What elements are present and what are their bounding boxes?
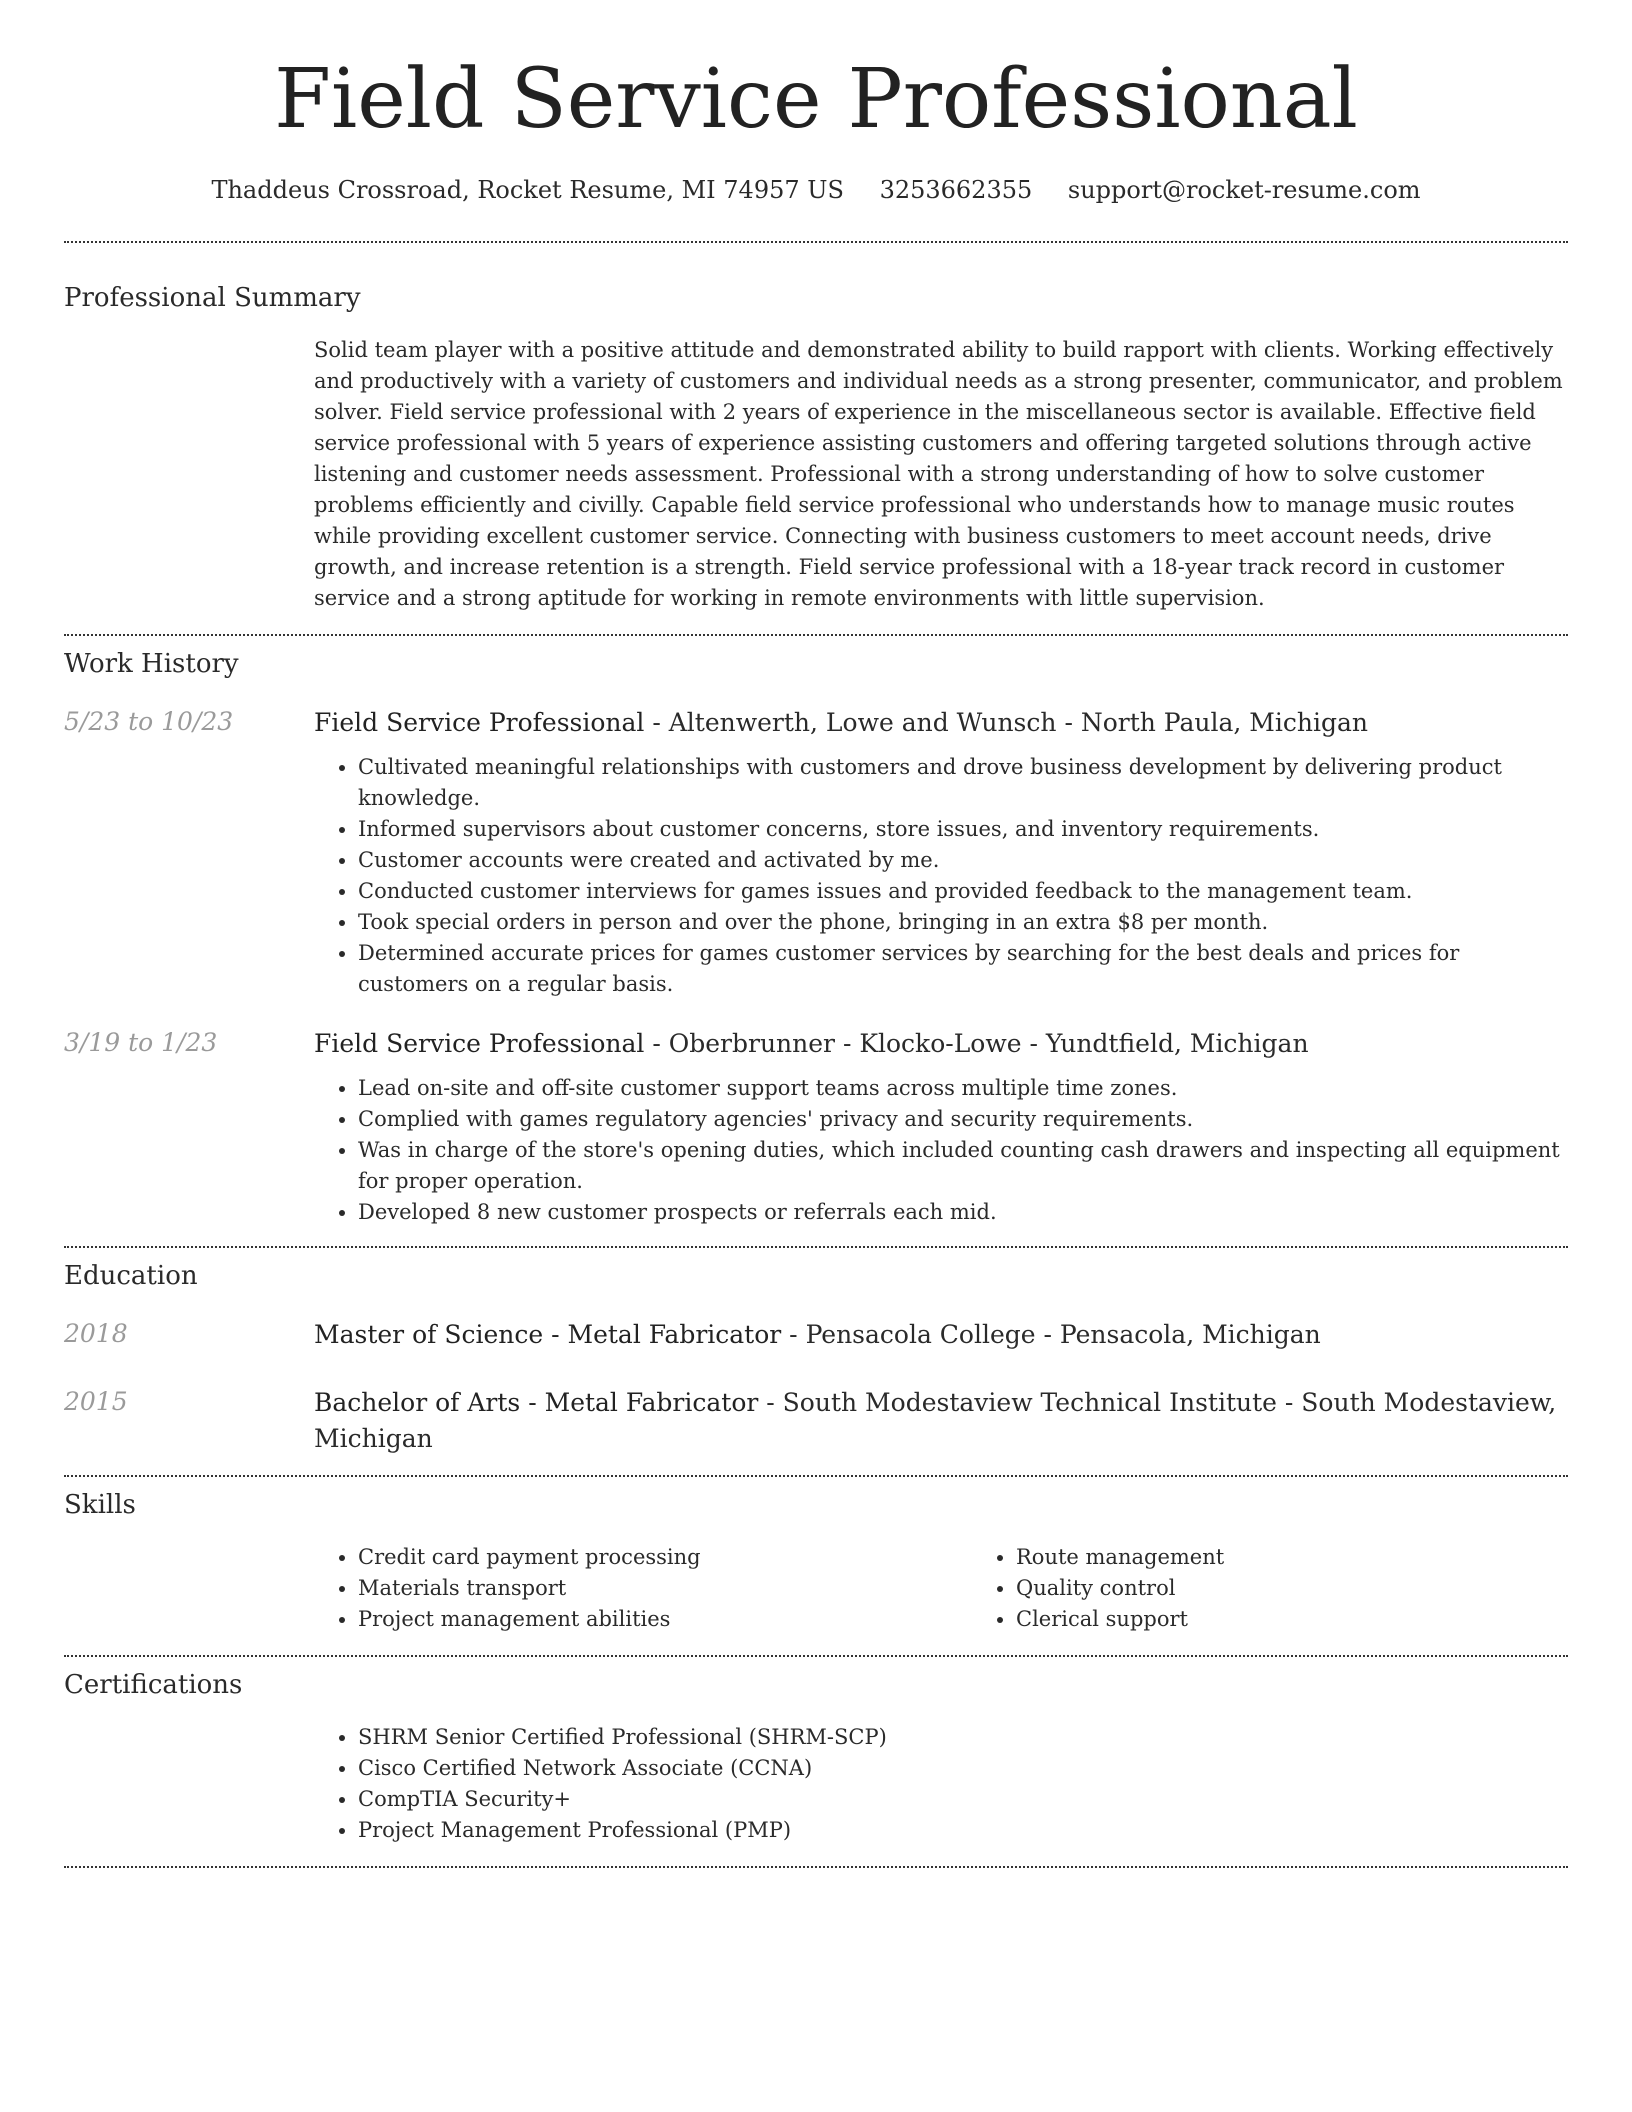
list-item: • Quality control: [1016, 1573, 1630, 1604]
job-heading: [314, 705, 1568, 741]
education-degree: Bachelor of Arts - Metal Fabricator: [314, 1388, 759, 1417]
job-bullets: [314, 1073, 1568, 1228]
education-title: Education: [64, 1261, 198, 1291]
certifications-section: [64, 1668, 1568, 1846]
certifications-list: [314, 1722, 1568, 1846]
skills-list-right: [972, 1542, 1630, 1635]
summary-section: [64, 281, 1568, 614]
list-item: • Complied with games regulatory agencies' privacy and security requirements.: [358, 1104, 1568, 1135]
list-item: • Took special orders in person and over the phone, bringing in an extra $8 per month.: [358, 907, 1568, 938]
list-item: • SHRM Senior Certified Professional (SHRM-SCP): [358, 1722, 1568, 1753]
divider: [64, 1475, 1568, 1477]
divider: [64, 1246, 1568, 1248]
job-dates: 3/19 to 1/23: [64, 1028, 218, 1057]
list-item: • Was in charge of the store's opening duties, which included counting cash drawers and inspecting all equipment for proper operation.: [358, 1135, 1568, 1197]
education-section: [64, 1259, 1568, 1457]
contact-phone: 3253662355: [879, 176, 1033, 204]
list-item: • Cultivated meaningful relationships with customers and drove business development by delivering product knowledge.: [358, 752, 1568, 814]
summary-text: Solid team player with a positive attitude and demonstrated ability to build rapport with clients. Working effectively and productively with a variety of customers and individual needs as a strong presenter, communicator, and problem solver. Field service professional with 2 years of experience in the miscellaneous sector is available. Effective field service professional with 5 years of experience assisting customers and offering targeted solutions through active listening and customer needs assessment. Professional with a strong understanding of how to solve customer problems efficiently and civilly. Capable field service professional who understands how to manage music routes while providing excellent customer service. Connecting with business customers to meet account needs, drive growth, and increase retention is a strength. Field service professional with a 18-year track record in customer service and a strong aptitude for working in remote environments with little supervision.: [314, 338, 1563, 610]
certifications-title: Certifications: [64, 1670, 243, 1700]
list-item: • Credit card payment processing: [358, 1542, 972, 1573]
skills-list-left: [314, 1542, 972, 1635]
list-item: • Project management abilities: [358, 1604, 972, 1635]
skills-title: Skills: [64, 1490, 136, 1520]
job-bullets: [314, 752, 1568, 1000]
education-details: - South Modestaview Technical Institute - South Modestaview, Michigan: [314, 1388, 1557, 1453]
education-entry: [64, 1317, 1568, 1353]
education-year: 2015: [64, 1387, 128, 1416]
list-item: • Materials transport: [358, 1573, 972, 1604]
divider: [64, 241, 1568, 243]
job-heading: [314, 1026, 1568, 1062]
education-entry: [64, 1385, 1568, 1457]
list-item: • Cisco Certified Network Associate (CCNA): [358, 1753, 1568, 1784]
list-item: • Route management: [1016, 1542, 1630, 1573]
job-role: Field Service Professional: [314, 708, 645, 737]
list-item: • Clerical support: [1016, 1604, 1630, 1635]
work-title: Work History: [64, 649, 239, 679]
list-item: • Lead on-site and off-site customer support teams across multiple time zones.: [358, 1073, 1568, 1104]
contact-line: [64, 174, 1568, 206]
list-item: • Customer accounts were created and activated by me.: [358, 845, 1568, 876]
job-entry: [64, 1026, 1568, 1228]
list-item: • Determined accurate prices for games customer services by searching for the best deals and prices for customers on a regular basis.: [358, 938, 1568, 1000]
job-details: - Oberbrunner - Klocko-Lowe - Yundtfield, Michigan: [644, 1029, 1309, 1058]
job-entry: [64, 705, 1568, 1000]
work-section: [64, 647, 1568, 1228]
resume-page: [64, 0, 1568, 1868]
list-item: • Informed supervisors about customer concerns, store issues, and inventory requirements.: [358, 814, 1568, 845]
education-degree: Master of Science - Metal Fabricator: [314, 1320, 782, 1349]
list-item: • Developed 8 new customer prospects or referrals each mid.: [358, 1197, 1568, 1228]
job-dates: 5/23 to 10/23: [64, 707, 234, 736]
contact-email: support@rocket-resume.com: [1067, 176, 1421, 204]
job-role: Field Service Professional: [314, 1029, 645, 1058]
education-details: - Pensacola College - Pensacola, Michigan: [781, 1320, 1321, 1349]
divider: [64, 634, 1568, 636]
divider: [64, 1655, 1568, 1657]
contact-address: Thaddeus Crossroad, Rocket Resume, MI 74957 US: [211, 176, 844, 204]
divider: [64, 1866, 1568, 1868]
candidate-name: Field Service Professional: [274, 52, 1358, 147]
education-year: 2018: [64, 1319, 128, 1348]
list-item: • Conducted customer interviews for games issues and provided feedback to the management team.: [358, 876, 1568, 907]
summary-title: Professional Summary: [64, 283, 361, 313]
list-item: • CompTIA Security+: [358, 1784, 1568, 1815]
skills-section: [64, 1488, 1568, 1635]
list-item: • Project Management Professional (PMP): [358, 1815, 1568, 1846]
job-details: - Altenwerth, Lowe and Wunsch - North Paula, Michigan: [644, 708, 1369, 737]
